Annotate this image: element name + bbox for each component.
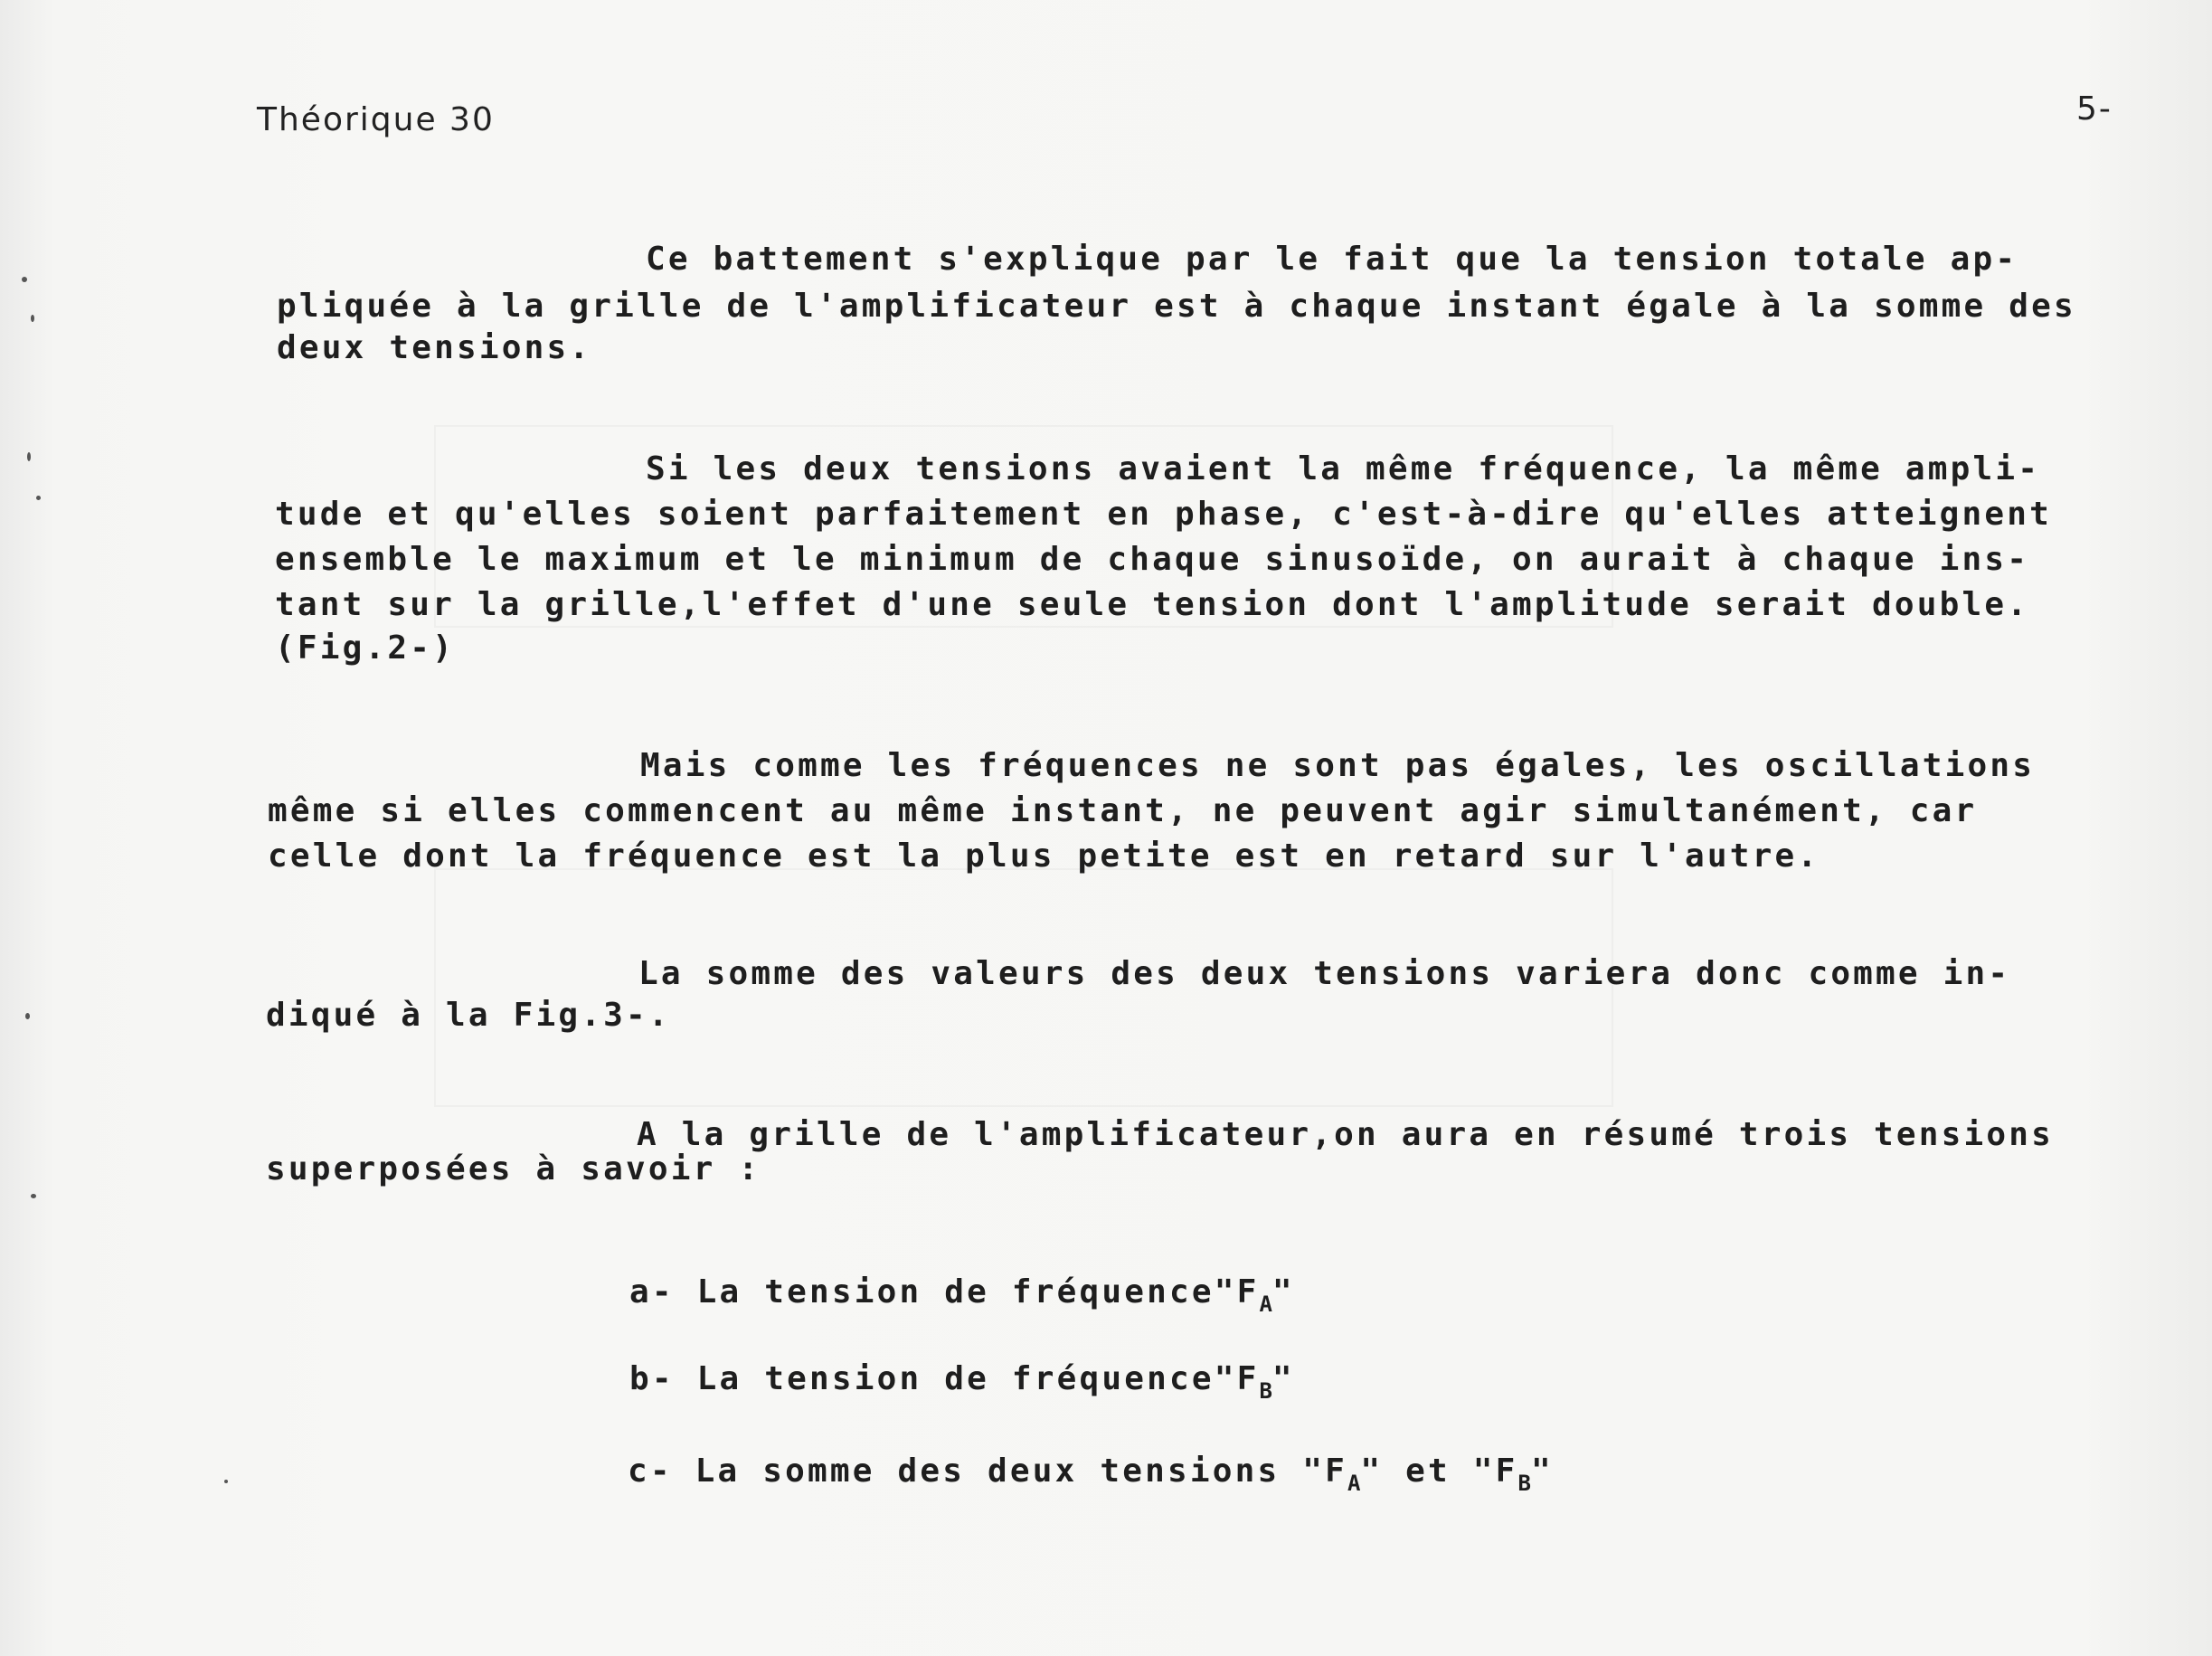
list-item-b xyxy=(629,1357,1292,1414)
paragraph-1-line-3: deux tensions. xyxy=(277,329,592,366)
paragraph-3-line-1: Mais comme les fréquences ne sont pas égales, les oscillations xyxy=(640,747,2036,784)
paragraph-3-line-2: même si elles commencent au même instant, ne peuvent agir simultanément, car xyxy=(268,792,1978,829)
paragraph-4-line-1: La somme des valeurs des deux tensions variera donc comme in- xyxy=(638,955,2011,992)
subscript-c-a: A xyxy=(1347,1471,1361,1496)
document-title: Théorique 30 xyxy=(257,101,495,138)
list-item-c-middle: " et "F xyxy=(1360,1453,1518,1490)
scan-speck xyxy=(31,315,34,322)
scan-speck xyxy=(31,1194,36,1198)
scan-speck xyxy=(36,496,41,500)
paragraph-2-line-1: Si les deux tensions avaient la même fréquence, la même ampli- xyxy=(646,450,2041,487)
page-number: 5- xyxy=(2076,90,2113,128)
paragraph-2-line-2: tude et qu'elles soient parfaitement en phase, c'est-à-dire qu'elles atteignent xyxy=(275,496,2053,533)
subscript-c-b: B xyxy=(1517,1471,1531,1496)
scan-speck xyxy=(224,1480,228,1483)
paragraph-1-line-2: pliquée à la grille de l'amplificateur est à chaque instant égale à la somme des xyxy=(277,288,2076,325)
scan-speck xyxy=(22,277,27,282)
list-item-c-close-quote: " xyxy=(1531,1453,1551,1490)
scan-speck xyxy=(25,1013,30,1019)
paragraph-1-line-1: Ce battement s'explique par le fait que la tension totale ap- xyxy=(646,241,2018,278)
paragraph-2-line-4: tant sur la grille,l'effet d'une seule tension dont l'amplitude serait double. xyxy=(275,586,2030,623)
paragraph-4-line-2: diqué à la Fig.3-. xyxy=(266,997,671,1034)
paragraph-3-line-3: celle dont la fréquence est la plus petite est en retard sur l'autre. xyxy=(268,837,1820,875)
list-item-c xyxy=(628,1449,1551,1506)
subscript-a: A xyxy=(1259,1292,1272,1317)
list-item-a-close-quote: " xyxy=(1271,1273,1292,1311)
paragraph-2-line-3: ensemble le maximum et le minimum de chaque sinusoïde, on aurait à chaque ins- xyxy=(275,541,2030,578)
list-item-b-text: b- La tension de fréquence"F xyxy=(629,1360,1260,1397)
list-item-b-close-quote: " xyxy=(1271,1360,1292,1397)
paragraph-5-line-2: superposées à savoir : xyxy=(266,1150,761,1188)
paragraph-2-line-5: (Fig.2-) xyxy=(275,629,455,667)
list-item-a xyxy=(629,1270,1292,1327)
list-item-c-text: c- La somme des deux tensions "F xyxy=(628,1453,1347,1490)
subscript-b: B xyxy=(1259,1378,1272,1404)
list-item-a-text: a- La tension de fréquence"F xyxy=(629,1273,1260,1311)
scan-speck xyxy=(27,452,31,461)
paragraph-5-line-1: A la grille de l'amplificateur,on aura en résumé trois tensions xyxy=(637,1116,2055,1153)
